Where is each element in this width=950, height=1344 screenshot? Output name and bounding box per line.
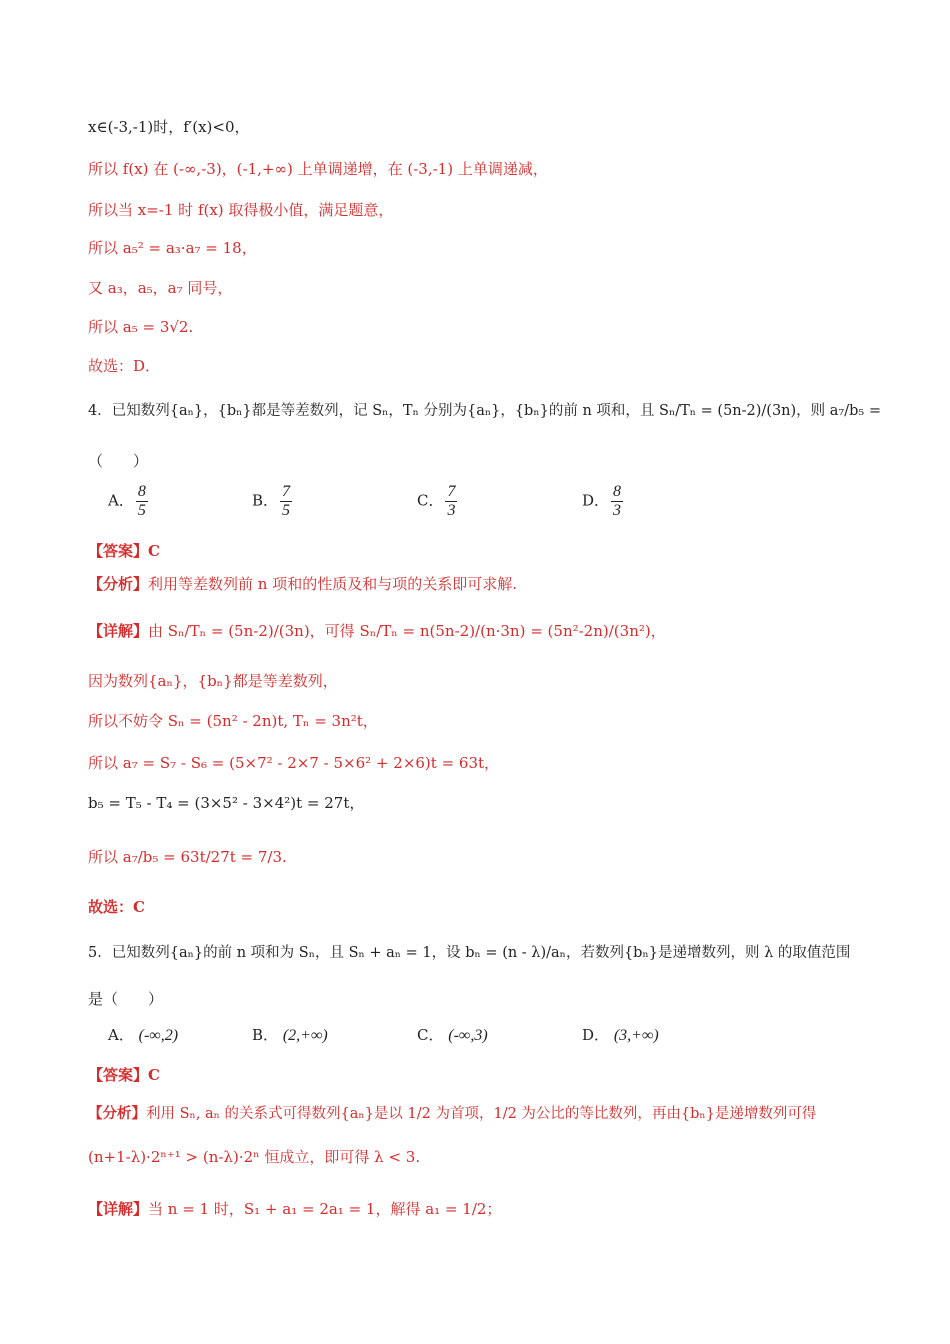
q4-paren: （ ） [88,452,149,470]
q5-analysis-2: (n+1-λ)·2ⁿ⁺¹ > (n-λ)·2ⁿ 恒成立，即可得 λ < 3. [88,1148,421,1166]
q4-option-c: C． $\frac{7}{3}$ [417,483,456,519]
q4-detail-6: 所以 a₇/b₅ = 63t/27t = 7/3. [88,848,287,866]
q4-option-b: B． $\frac{7}{5}$ [252,483,291,519]
q5-analysis: 【分析】利用 Sₙ, aₙ 的关系式可得数列{aₙ}是以 1/2 为首项，1/2 为公比的等比数列，再由{bₙ}是递增数列可得 [88,1105,817,1122]
line-2: 所以 f(x) 在 (-∞,-3)，(-1,+∞) 上单调递增，在 (-3,-1) 上单调递减， [88,160,548,178]
q5-detail-1: 【详解】当 n = 1 时，S₁ + a₁ = 2a₁ = 1，解得 a₁ = 1/2； [88,1200,502,1218]
q4-option-d: D． $\frac{8}{3}$ [582,483,622,519]
q5-option-a: A． (-∞,2) [108,1026,179,1044]
line-5: 又 a₃，a₅，a₇ 同号， [88,279,233,297]
q4-detail-3: 所以不妨令 Sₙ = (5n² - 2n)t, Tₙ = 3n²t， [88,712,378,730]
line-6: 所以 a₅ = 3√2. [88,318,194,336]
q5-stem-2: 是（ ） [88,990,164,1008]
q5-stem: 5．已知数列{aₙ}的前 n 项和为 Sₙ，且 Sₙ + aₙ = 1，设 bₙ = (n - λ)/aₙ，若数列{bₙ}是递增数列，则 λ 的取值范围 [88,945,851,961]
q4-analysis: 【分析】利用等差数列前 n 项和的性质及和与项的关系即可求解. [88,575,517,593]
line-3: 所以当 x=-1 时 f(x) 取得极小值，满足题意， [88,201,394,219]
line-4: 所以 a₅² = a₃·a₇ = 18， [88,239,257,257]
q4-option-a: A． $\frac{8}{5}$ [108,483,146,519]
line-1: x∈(-3,-1)时，f′(x)<0， [88,118,250,136]
q5-option-d: D． (3,+∞) [582,1026,659,1044]
q4-detail-2: 因为数列{aₙ}，{bₙ}都是等差数列， [88,672,338,690]
q4-detail-7: 故选：C [88,898,145,916]
q4-detail-1: 【详解】由 Sₙ/Tₙ = (5n-2)/(3n)，可得 Sₙ/Tₙ = n(5n-2)/(n·3n) = (5n²-2n)/(3n²)， [88,622,666,640]
q5-answer: 【答案】C [88,1066,160,1084]
q4-answer: 【答案】C [88,542,160,560]
q4-detail-4: 所以 a₇ = S₇ - S₆ = (5×7² - 2×7 - 5×6² + 2×6)t = 63t， [88,754,500,772]
q4-stem: 4．已知数列{aₙ}，{bₙ}都是等差数列，记 Sₙ，Tₙ 分别为{aₙ}，{bₙ}的前 n 项和，且 Sₙ/Tₙ = (5n-2)/(3n)，则 a₇/b₅ = [88,403,881,419]
q4-detail-5: b₅ = T₅ - T₄ = (3×5² - 3×4²)t = 27t， [88,794,365,812]
line-7: 故选：D． [88,357,161,375]
q5-option-b: B． (2,+∞) [252,1026,328,1044]
q5-option-c: C． (-∞,3) [417,1026,488,1044]
